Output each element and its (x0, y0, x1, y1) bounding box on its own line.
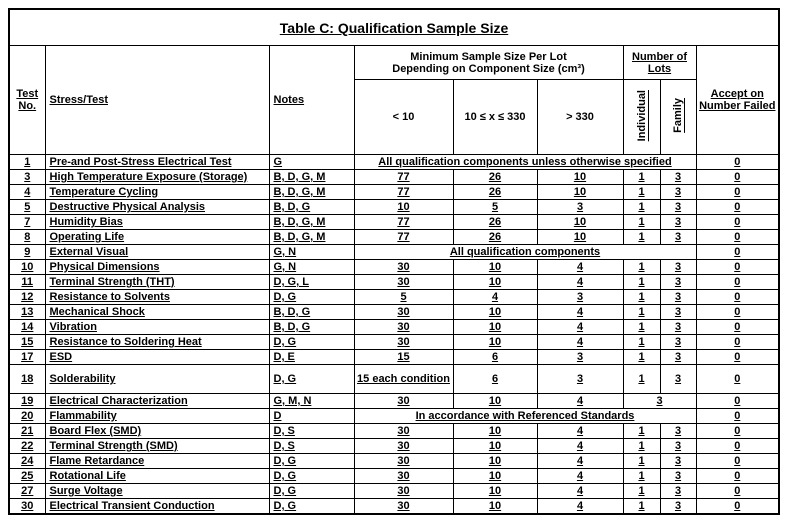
size-lt10-cell: 30 (354, 275, 453, 290)
size-gt330-cell: 4 (537, 439, 623, 454)
stress-test-cell: Rotational Life (45, 469, 269, 484)
lots-family-cell: 3 (660, 290, 696, 305)
size-mid-cell: 10 (453, 439, 537, 454)
size-lt10-cell: 30 (354, 424, 453, 439)
stress-test-cell: External Visual (45, 245, 269, 260)
notes-cell: G, N (269, 245, 354, 260)
accept-cell: 0 (696, 275, 779, 290)
table-row (9, 230, 779, 245)
stress-test-cell: Board Flex (SMD) (45, 424, 269, 439)
notes-cell: D, E (269, 350, 354, 365)
size-gt330-cell: 4 (537, 394, 623, 409)
lots-family-cell: 3 (660, 424, 696, 439)
header-test-no: Test No. (9, 46, 45, 155)
stress-test-cell: Electrical Characterization (45, 394, 269, 409)
accept-cell: 0 (696, 305, 779, 320)
test-no-cell: 12 (9, 290, 45, 305)
stress-test-cell: Destructive Physical Analysis (45, 200, 269, 215)
notes-cell: D, S (269, 439, 354, 454)
lots-family-cell: 3 (660, 469, 696, 484)
size-lt10-cell: 30 (354, 499, 453, 515)
stress-test-cell: Vibration (45, 320, 269, 335)
size-gt330-cell: 4 (537, 499, 623, 515)
stress-test-cell: Operating Life (45, 230, 269, 245)
stress-test-cell: Pre-and Post-Stress Electrical Test (45, 155, 269, 170)
table-row (9, 170, 779, 185)
notes-cell: B, D, G (269, 305, 354, 320)
span-cell-size-lt10: In accordance with Referenced Standards (354, 409, 696, 424)
lots-individual-cell: 1 (623, 185, 660, 200)
lots-individual-cell: 1 (623, 260, 660, 275)
table-row (9, 424, 779, 439)
test-no-cell: 27 (9, 484, 45, 499)
test-no-cell: 13 (9, 305, 45, 320)
size-mid-cell: 10 (453, 305, 537, 320)
stress-test-cell: Humidity Bias (45, 215, 269, 230)
test-no-cell: 18 (9, 365, 45, 394)
size-mid-cell: 10 (453, 454, 537, 469)
accept-cell: 0 (696, 335, 779, 350)
notes-cell: B, D, G, M (269, 230, 354, 245)
accept-cell: 0 (696, 170, 779, 185)
size-gt330-cell: 3 (537, 365, 623, 394)
lots-individual-cell: 1 (623, 170, 660, 185)
lots-family-cell: 3 (660, 215, 696, 230)
size-lt10-cell: 10 (354, 200, 453, 215)
lots-family-cell: 3 (660, 170, 696, 185)
accept-cell: 0 (696, 484, 779, 499)
notes-cell: B, D, G (269, 320, 354, 335)
table-row (9, 200, 779, 215)
notes-cell: D, G (269, 365, 354, 394)
accept-cell: 0 (696, 469, 779, 484)
size-mid-cell: 10 (453, 484, 537, 499)
table-row (9, 484, 779, 499)
size-gt330-cell: 4 (537, 454, 623, 469)
size-lt10-cell: 77 (354, 185, 453, 200)
lots-family-cell: 3 (660, 335, 696, 350)
notes-cell: B, D, G, M (269, 170, 354, 185)
test-no-cell: 22 (9, 439, 45, 454)
test-no-cell: 5 (9, 200, 45, 215)
stress-test-cell: Terminal Strength (SMD) (45, 439, 269, 454)
lots-individual-cell: 1 (623, 350, 660, 365)
size-lt10-cell: 30 (354, 305, 453, 320)
lots-individual-cell: 1 (623, 365, 660, 394)
lots-individual-cell: 1 (623, 454, 660, 469)
size-lt10-cell: 15 (354, 350, 453, 365)
lots-individual-cell: 1 (623, 320, 660, 335)
header-sample-size-group (354, 46, 623, 80)
accept-cell: 0 (696, 200, 779, 215)
header-accept-on-number-failed: Accept on Number Failed (696, 46, 779, 155)
table-row (9, 275, 779, 290)
table-row (9, 365, 779, 394)
stress-test-cell: ESD (45, 350, 269, 365)
test-no-cell: 11 (9, 275, 45, 290)
lots-individual-cell: 1 (623, 424, 660, 439)
lots-individual-cell: 1 (623, 215, 660, 230)
accept-cell: 0 (696, 499, 779, 515)
lots-family-cell: 3 (660, 320, 696, 335)
size-gt330-cell: 3 (537, 350, 623, 365)
lots-family-cell: 3 (660, 275, 696, 290)
accept-cell: 0 (696, 454, 779, 469)
size-gt330-cell: 4 (537, 469, 623, 484)
header-stress-test: Stress/Test (45, 46, 269, 155)
size-mid-cell: 10 (453, 275, 537, 290)
lots-family-cell: 3 (660, 439, 696, 454)
test-no-cell: 17 (9, 350, 45, 365)
test-no-cell: 8 (9, 230, 45, 245)
notes-cell: G, M, N (269, 394, 354, 409)
size-gt330-cell: 10 (537, 230, 623, 245)
table-title: Table C: Qualification Sample Size (9, 9, 779, 46)
notes-cell: B, D, G (269, 200, 354, 215)
test-no-cell: 25 (9, 469, 45, 484)
table-row (9, 320, 779, 335)
accept-cell: 0 (696, 394, 779, 409)
stress-test-cell: Terminal Strength (THT) (45, 275, 269, 290)
notes-cell: B, D, G, M (269, 215, 354, 230)
table-row (9, 499, 779, 515)
table-row (9, 245, 779, 260)
stress-test-cell: High Temperature Exposure (Storage) (45, 170, 269, 185)
notes-cell: G, N (269, 260, 354, 275)
size-gt330-cell: 4 (537, 320, 623, 335)
notes-cell: D, G (269, 335, 354, 350)
accept-cell: 0 (696, 365, 779, 394)
lots-family-cell: 3 (660, 365, 696, 394)
size-gt330-cell: 10 (537, 170, 623, 185)
size-lt10-cell: 30 (354, 335, 453, 350)
accept-cell: 0 (696, 155, 779, 170)
accept-cell: 0 (696, 409, 779, 424)
test-no-cell: 4 (9, 185, 45, 200)
stress-test-cell: Resistance to Soldering Heat (45, 335, 269, 350)
accept-cell: 0 (696, 290, 779, 305)
size-lt10-cell: 30 (354, 484, 453, 499)
lots-individual-cell: 1 (623, 469, 660, 484)
size-mid-cell: 6 (453, 365, 537, 394)
stress-test-cell: Mechanical Shock (45, 305, 269, 320)
size-gt330-cell: 4 (537, 260, 623, 275)
accept-cell: 0 (696, 350, 779, 365)
size-lt10-cell: 30 (354, 320, 453, 335)
test-no-cell: 3 (9, 170, 45, 185)
size-lt10-cell: 30 (354, 260, 453, 275)
stress-test-cell: Physical Dimensions (45, 260, 269, 275)
notes-cell: D, G (269, 290, 354, 305)
table-title-row (9, 9, 779, 46)
size-gt330-cell: 3 (537, 290, 623, 305)
test-no-cell: 24 (9, 454, 45, 469)
size-gt330-cell: 4 (537, 275, 623, 290)
table-row (9, 185, 779, 200)
stress-test-cell: Electrical Transient Conduction (45, 499, 269, 515)
span-cell-lots-individual: 3 (623, 394, 696, 409)
lots-family-cell: 3 (660, 200, 696, 215)
header-size-mid: 10 ≤ x ≤ 330 (453, 80, 537, 155)
header-lots-individual: Individual (623, 80, 660, 155)
accept-cell: 0 (696, 260, 779, 275)
lots-individual-cell: 1 (623, 200, 660, 215)
test-no-cell: 14 (9, 320, 45, 335)
size-lt10-cell: 77 (354, 170, 453, 185)
lots-individual-cell: 1 (623, 484, 660, 499)
lots-individual-cell: 1 (623, 499, 660, 515)
header-notes: Notes (269, 46, 354, 155)
table-row (9, 409, 779, 424)
stress-test-cell: Surge Voltage (45, 484, 269, 499)
size-mid-cell: 26 (453, 170, 537, 185)
stress-test-cell: Temperature Cycling (45, 185, 269, 200)
test-no-cell: 15 (9, 335, 45, 350)
test-no-cell: 20 (9, 409, 45, 424)
lots-family-cell: 3 (660, 185, 696, 200)
accept-cell: 0 (696, 245, 779, 260)
size-mid-cell: 10 (453, 469, 537, 484)
test-no-cell: 21 (9, 424, 45, 439)
lots-individual-cell: 1 (623, 275, 660, 290)
header-size-gt330: > 330 (537, 80, 623, 155)
size-mid-cell: 10 (453, 335, 537, 350)
size-lt10-cell: 15 each condition (354, 365, 453, 394)
size-lt10-cell: 30 (354, 394, 453, 409)
lots-family-cell: 3 (660, 305, 696, 320)
notes-cell: D, G (269, 469, 354, 484)
size-gt330-cell: 4 (537, 305, 623, 320)
size-mid-cell: 10 (453, 260, 537, 275)
table-row (9, 469, 779, 484)
size-lt10-cell: 30 (354, 454, 453, 469)
notes-cell: D, G (269, 454, 354, 469)
header-group-row (9, 46, 779, 80)
test-no-cell: 19 (9, 394, 45, 409)
size-mid-cell: 26 (453, 230, 537, 245)
notes-cell: B, D, G, M (269, 185, 354, 200)
size-mid-cell: 10 (453, 320, 537, 335)
size-mid-cell: 26 (453, 185, 537, 200)
notes-cell: D, S (269, 424, 354, 439)
notes-cell: G (269, 155, 354, 170)
size-gt330-cell: 4 (537, 484, 623, 499)
table-row (9, 394, 779, 409)
test-no-cell: 9 (9, 245, 45, 260)
notes-cell: D, G, L (269, 275, 354, 290)
size-mid-cell: 10 (453, 424, 537, 439)
stress-test-cell: Flammability (45, 409, 269, 424)
table-body (9, 155, 779, 515)
table-row (9, 305, 779, 320)
table-row (9, 290, 779, 305)
table-row (9, 215, 779, 230)
accept-cell: 0 (696, 424, 779, 439)
lots-family-cell: 3 (660, 230, 696, 245)
table-row (9, 155, 779, 170)
lots-family-cell: 3 (660, 499, 696, 515)
header-size-lt10: < 10 (354, 80, 453, 155)
lots-family-cell: 3 (660, 350, 696, 365)
lots-individual-cell: 1 (623, 335, 660, 350)
notes-cell: D (269, 409, 354, 424)
size-gt330-cell: 10 (537, 215, 623, 230)
notes-cell: D, G (269, 484, 354, 499)
lots-family-cell: 3 (660, 260, 696, 275)
test-no-cell: 1 (9, 155, 45, 170)
header-number-of-lots: Number of Lots (623, 46, 696, 80)
size-mid-cell: 26 (453, 215, 537, 230)
table-row (9, 260, 779, 275)
stress-test-cell: Resistance to Solvents (45, 290, 269, 305)
span-cell-size-lt10: All qualification components unless otherwise specified (354, 155, 696, 170)
sample-size-group-line2: Depending on Component Size (cm³) (392, 62, 585, 75)
table-row (9, 439, 779, 454)
size-mid-cell: 10 (453, 394, 537, 409)
span-cell-size-lt10: All qualification components (354, 245, 696, 260)
lots-family-cell: 3 (660, 454, 696, 469)
size-lt10-cell: 30 (354, 439, 453, 454)
size-mid-cell: 10 (453, 499, 537, 515)
size-gt330-cell: 3 (537, 200, 623, 215)
notes-cell: D, G (269, 499, 354, 515)
size-mid-cell: 4 (453, 290, 537, 305)
size-gt330-cell: 10 (537, 185, 623, 200)
size-mid-cell: 6 (453, 350, 537, 365)
table-row (9, 350, 779, 365)
size-lt10-cell: 77 (354, 215, 453, 230)
accept-cell: 0 (696, 230, 779, 245)
test-no-cell: 10 (9, 260, 45, 275)
size-gt330-cell: 4 (537, 424, 623, 439)
accept-cell: 0 (696, 439, 779, 454)
lots-family-cell: 3 (660, 484, 696, 499)
header-lots-family: Family (660, 80, 696, 155)
accept-cell: 0 (696, 320, 779, 335)
accept-cell: 0 (696, 215, 779, 230)
table-row (9, 335, 779, 350)
size-lt10-cell: 30 (354, 469, 453, 484)
lots-individual-cell: 1 (623, 230, 660, 245)
accept-cell: 0 (696, 185, 779, 200)
qualification-sample-size-table (8, 8, 780, 515)
test-no-cell: 7 (9, 215, 45, 230)
lots-individual-cell: 1 (623, 305, 660, 320)
size-lt10-cell: 77 (354, 230, 453, 245)
test-no-cell: 30 (9, 499, 45, 515)
lots-individual-cell: 1 (623, 439, 660, 454)
stress-test-cell: Solderability (45, 365, 269, 394)
size-gt330-cell: 4 (537, 335, 623, 350)
lots-individual-cell: 1 (623, 290, 660, 305)
size-mid-cell: 5 (453, 200, 537, 215)
size-lt10-cell: 5 (354, 290, 453, 305)
table-row (9, 454, 779, 469)
stress-test-cell: Flame Retardance (45, 454, 269, 469)
sample-size-group-line1: Minimum Sample Size Per Lot (410, 50, 567, 63)
